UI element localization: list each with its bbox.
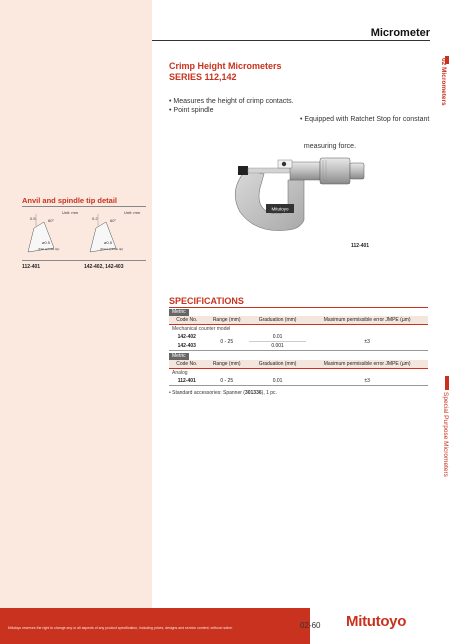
feature-item: • Point spindle: [169, 107, 214, 114]
product-title-line2: SERIES 112,142: [169, 72, 237, 82]
product-title-line1: Crimp Height Micrometers: [169, 61, 282, 71]
micrometer-image: [228, 150, 378, 240]
product-image-label: 112-401: [351, 243, 370, 249]
cell-code: 142-403: [177, 342, 196, 349]
feature-item: • Equipped with Ratchet Stop for constant: [300, 116, 430, 123]
accessory-prefix: • Standard accessories: Spanner (: [169, 390, 245, 396]
table-header-row: [169, 360, 428, 369]
dim-left: 0.5: [30, 216, 36, 221]
cell-code: 112-401: [177, 378, 196, 384]
col-range: Range (mm): [205, 360, 249, 369]
cell-code: 142-402: [177, 334, 196, 341]
standard-accessories: [169, 390, 277, 396]
spec-table-analog: [169, 360, 428, 386]
anvil-caption-left: 112-401: [22, 264, 41, 270]
angle-right: 60°: [110, 218, 117, 223]
feature-list-left: [169, 97, 294, 115]
anvil-rule-bottom: [22, 260, 146, 261]
col-error: Maximum permissible error JMPE (µm): [306, 360, 428, 369]
category-label: Mechanical counter model: [172, 326, 231, 332]
cell-error: ±3: [364, 378, 370, 384]
accessory-suffix: ), 1 pc.: [261, 390, 277, 396]
table-category-row: [169, 325, 428, 334]
cell-range: 0 - 25: [220, 338, 234, 345]
category-label: Analog: [172, 370, 188, 376]
cell-range: 0 - 25: [220, 378, 234, 384]
side-tab-label: Micrometers: [440, 67, 447, 106]
spec-table-counter: [169, 316, 428, 351]
cell-error: ±3: [364, 338, 370, 345]
cell-graduation: 0.001: [271, 343, 284, 349]
header-rule: [152, 40, 430, 41]
page-number: 02-60: [300, 621, 321, 630]
anvil-heading: Anvil and spindle tip detail: [22, 196, 118, 205]
unit-right: Unit: mm: [124, 210, 140, 215]
col-code: Code No.: [169, 360, 205, 369]
section-marker: [445, 376, 449, 390]
metric-tag: Metric: [169, 309, 189, 316]
footer-note: Mitutoyo reserves the right to change any or all aspects of any product specification, including prices, designs and service content, without notice.: [8, 626, 233, 630]
feature-item: • Measures the height of crimp contacts.: [169, 98, 294, 105]
unit-left: Unit: mm: [62, 210, 78, 215]
page-header-title: Micrometer: [370, 27, 430, 39]
anvil-caption-right: 142-402, 142-403: [84, 264, 124, 270]
table-header-row: [169, 316, 428, 325]
anvil-detail-diagram: [22, 208, 146, 258]
phi-right: ø0.5: [104, 240, 113, 245]
dim-right: 0.2: [92, 216, 98, 221]
table-category-row: [169, 369, 428, 378]
cell-graduation: 0.01: [272, 378, 283, 384]
metric-tag: Metric: [169, 353, 189, 360]
col-range: Range (mm): [205, 316, 249, 325]
feature-item: measuring force.: [300, 143, 357, 150]
note-right: (Point spindle tip): [100, 247, 124, 251]
anvil-rule-top: [22, 206, 146, 207]
mitutoyo-logo: Mitutoyo: [346, 613, 407, 630]
col-code: Code No.: [169, 316, 205, 325]
table-row: [169, 333, 428, 342]
section-label: Special Purpose Micrometers: [442, 392, 449, 477]
col-graduation: Graduation (mm): [249, 316, 306, 325]
col-graduation: Graduation (mm): [249, 360, 306, 369]
product-title: [169, 61, 282, 83]
svg-text:Mitutoyo: Mitutoyo: [271, 206, 289, 212]
left-panel: [0, 0, 152, 644]
table-row: [169, 377, 428, 386]
note-left: (Flat spindle tip): [38, 247, 60, 251]
angle-left: 60°: [48, 218, 55, 223]
col-error: Maximum permissible error JMPE (µm): [306, 316, 428, 325]
specs-heading: SPECIFICATIONS: [169, 296, 244, 306]
side-tab-number: 02: [440, 58, 447, 66]
accessory-code: 301336: [244, 390, 262, 396]
cell-graduation: 0.01: [249, 333, 306, 342]
phi-left: ø0.5: [42, 240, 51, 245]
specs-rule: [169, 307, 428, 308]
